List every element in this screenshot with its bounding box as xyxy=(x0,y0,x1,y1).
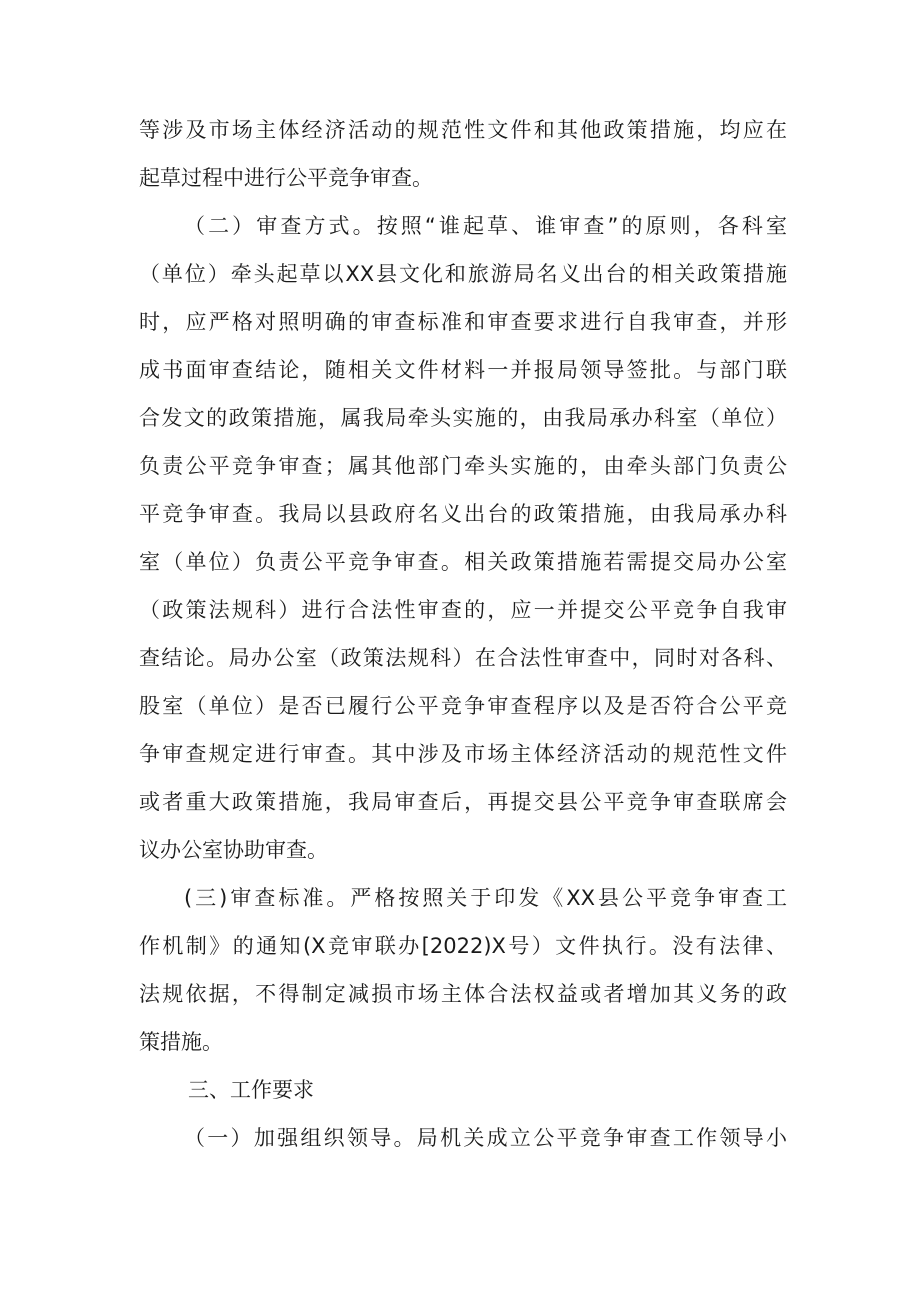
paragraph-line: 室（单位）负责公平竞争审查。相关政策措施若需提交局办公室 xyxy=(139,550,787,574)
paragraph-line: 作机制》的通知(X竞审联办[2022)X号）文件执行。没有法律、 xyxy=(139,934,787,958)
paragraph-line: 法规依据，不得制定减损市场主体合法权益或者增加其义务的政 xyxy=(139,982,787,1006)
paragraph-line: 时，应严格对照明确的审查标准和审查要求进行自我审查，并形 xyxy=(139,310,787,334)
paragraph-line: 平竞争审查。我局以县政府名义出台的政策措施，由我局承办科 xyxy=(139,502,787,526)
paragraph-line: 查结论。局办公室（政策法规科）在合法性审查中，同时对各科、 xyxy=(139,646,787,670)
paragraph-line: （一）加强组织领导。局机关成立公平竞争审查工作领导小 xyxy=(184,1126,787,1150)
paragraph-line: 或者重大政策措施，我局审查后，再提交县公平竞争审查联席会 xyxy=(139,790,787,814)
paragraph-line: (三)审查标准。严格按照关于印发《XX县公平竞争审查工 xyxy=(184,886,787,910)
paragraph-line: 议办公室协助审查。 xyxy=(139,838,328,862)
paragraph-line: （政策法规科）进行合法性审查的，应一并提交公平竞争自我审 xyxy=(139,598,787,622)
paragraph-line: 争审查规定进行审查。其中涉及市场主体经济活动的规范性文件 xyxy=(139,742,787,766)
paragraph-line: （单位）牵头起草以XX县文化和旅游局名义出台的相关政策措施 xyxy=(139,262,787,286)
section-heading: 三、工作要求 xyxy=(188,1078,314,1102)
paragraph-line: 起草过程中进行公平竞争审查。 xyxy=(139,166,433,190)
paragraph-line: 合发文的政策措施，属我局牵头实施的，由我局承办科室（单位） xyxy=(139,406,787,430)
paragraph-line: 负责公平竞争审查；属其他部门牵头实施的，由牵头部门负责公 xyxy=(139,454,787,478)
paragraph-line: 成书面审查结论，随相关文件材料一并报局领导签批。与部门联 xyxy=(139,358,787,382)
paragraph-line: 股室（单位）是否已履行公平竞争审查程序以及是否符合公平竞 xyxy=(139,694,787,718)
paragraph-line: 等涉及市场主体经济活动的规范性文件和其他政策措施，均应在 xyxy=(139,118,787,142)
paragraph-line: （二）审查方式。按照“谁起草、谁审查”的原则，各科室 xyxy=(184,214,787,238)
paragraph-line: 策措施。 xyxy=(139,1030,223,1054)
